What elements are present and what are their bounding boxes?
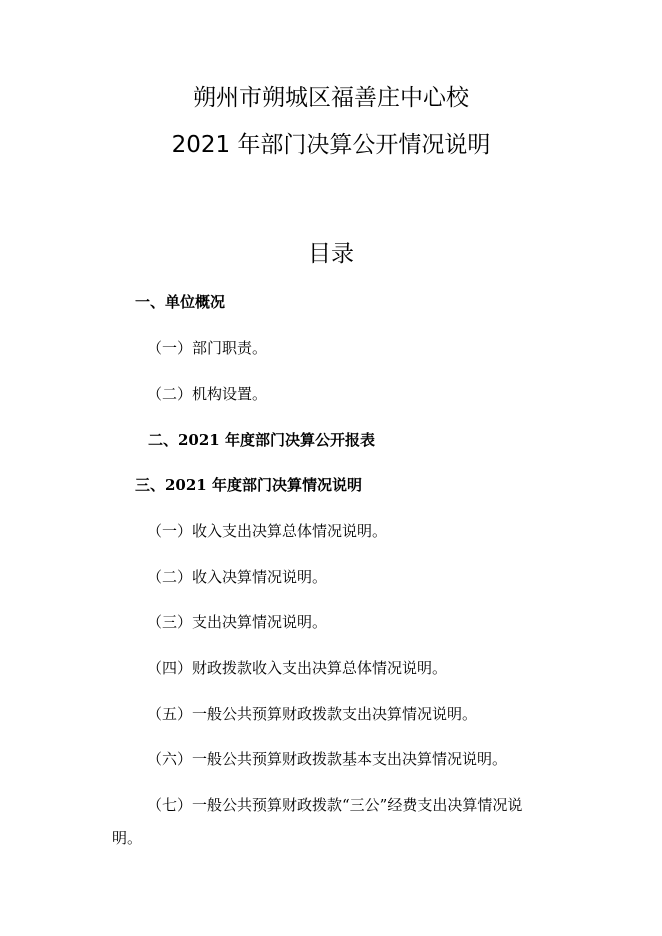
document-title-line2: 2021 年部门决算公开情况说明 [171, 132, 491, 158]
toc-item-3-6: （六）一般公共预算财政拨款基本支出决算情况说明。 [147, 750, 508, 768]
toc-item-3-4: （四）财政拨款收入支出决算总体情况说明。 [147, 659, 448, 677]
toc-item-3-3: （三）支出决算情况说明。 [147, 613, 328, 631]
toc-item-1-1: （一）部门职责。 [147, 339, 268, 357]
toc-item-3: 三、2021 年度部门决算情况说明 [135, 476, 362, 494]
toc-item-2: 二、2021 年度部门决算公开报表 [148, 431, 375, 449]
toc-item-3-7: （七）一般公共预算财政拨款“三公”经费支出决算情况说 [147, 796, 523, 814]
toc-item-3-5: （五）一般公共预算财政拨款支出决算情况说明。 [147, 705, 478, 723]
toc-item-1: 一、单位概况 [135, 293, 226, 311]
toc-item-1-2: （二）机构设置。 [147, 385, 268, 403]
toc-item-3-1: （一）收入支出决算总体情况说明。 [147, 522, 388, 540]
toc-item-3-7-continuation: 明。 [112, 829, 143, 847]
toc-heading: 目录 [308, 241, 354, 267]
toc-item-3-2: （二）收入决算情况说明。 [147, 568, 328, 586]
document-title-line1: 朔州市朔城区福善庄中心校 [193, 85, 469, 111]
